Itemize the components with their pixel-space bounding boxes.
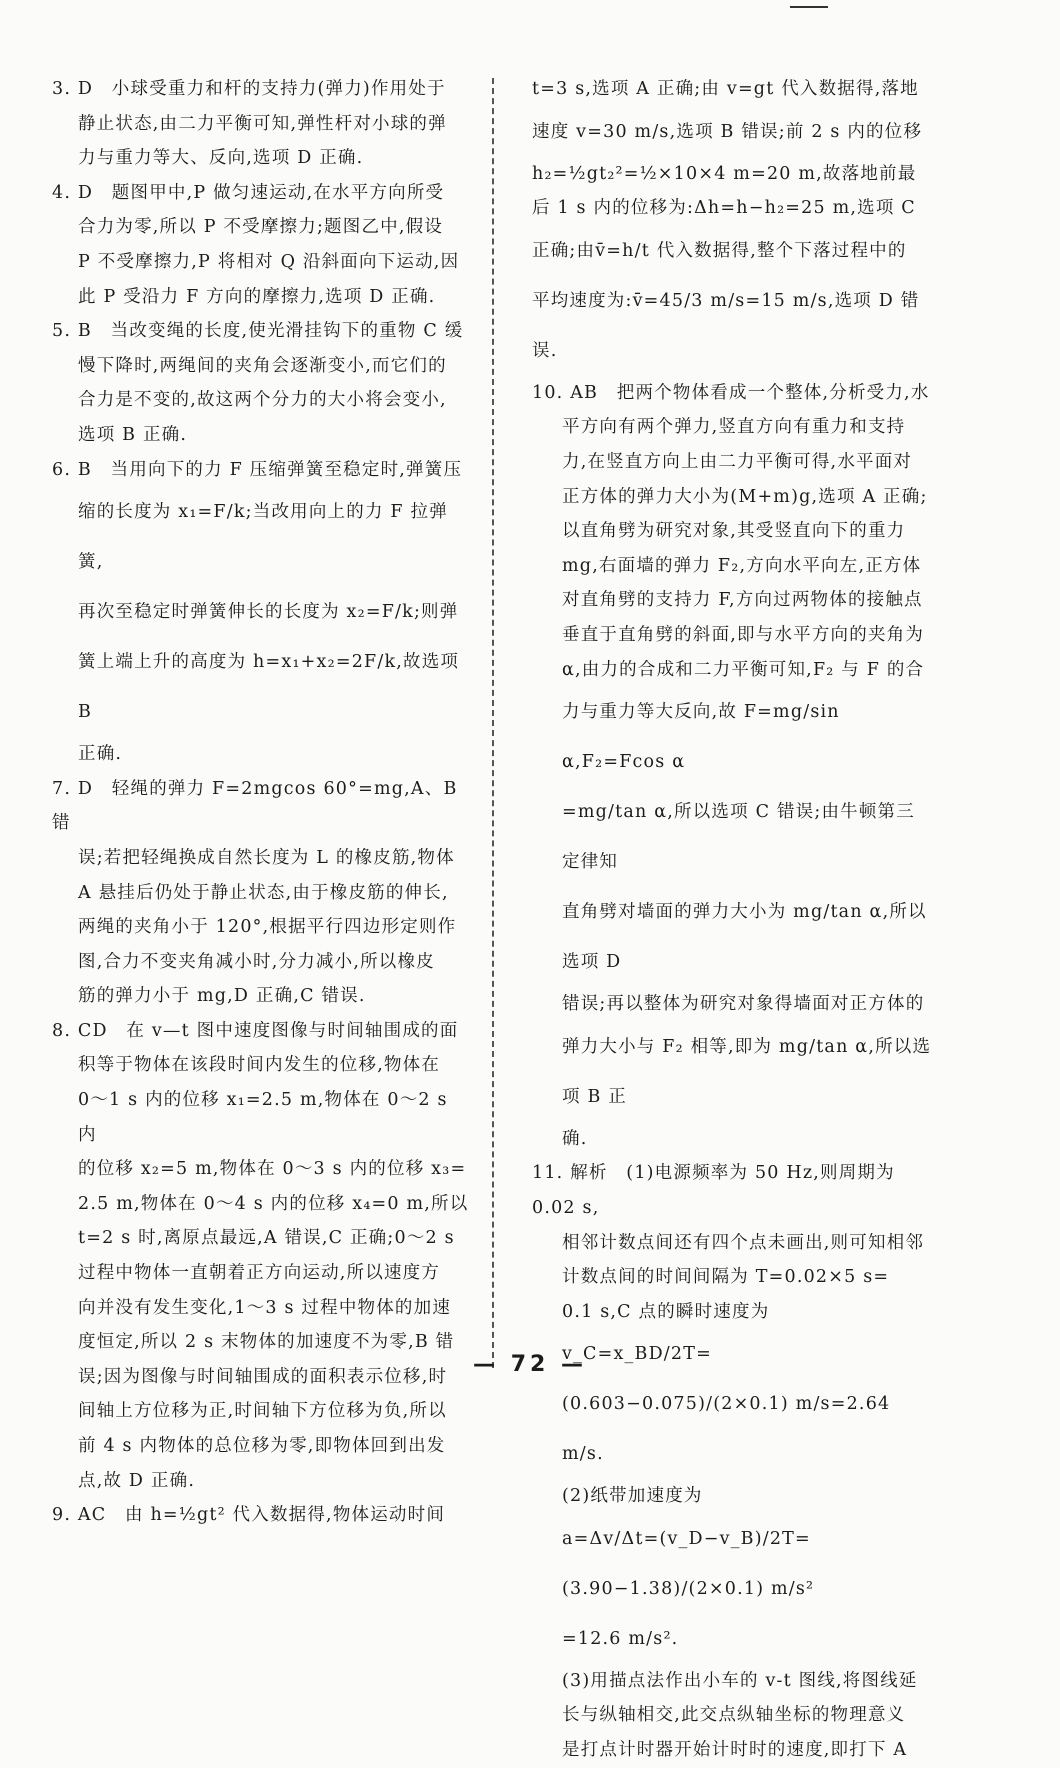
answer-line: =12.6 m/s². — [562, 1628, 679, 1649]
page-number: — 72 — — [473, 1352, 587, 1377]
answer-line: 度恒定,所以 2 s 末物体的加速度不为零,B 错 — [78, 1332, 455, 1353]
answer-q5 — [52, 314, 472, 452]
answer-line: 速度 v=30 m/s,选项 B 错误;前 2 s 内的位移 — [532, 121, 923, 142]
answer-line: A 悬挂后仍处于静止状态,由于橡皮筋的伸长, — [78, 882, 449, 903]
answer-line: 合力是不变的,故这两个分力的大小将会变小, — [78, 390, 447, 411]
answer-line: 对直角劈的支持力 F,方向过两物体的接触点 — [562, 590, 923, 611]
answer-line: 再次至稳定时弹簧伸长的长度为 x₂=F/k;则弹 — [78, 602, 459, 623]
answer-line: 确. — [562, 1128, 588, 1149]
answer-line: 过程中物体一直朝着正方向运动,所以速度方 — [78, 1263, 441, 1284]
answer-line: 垂直于直角劈的斜面,即与水平方向的夹角为 — [562, 624, 925, 645]
answer-line: 力与重力等大反向,故 F=mg/sin α,F₂=Fcos α — [562, 702, 840, 773]
answer-line: 的位移 x₂=5 m,物体在 0～3 s 内的位移 x₃= — [78, 1159, 467, 1180]
answer-q8 — [52, 1014, 472, 1498]
answer-line: 长与纵轴相交,此交点纵轴坐标的物理意义 — [562, 1705, 906, 1726]
answer-line: 正确;由v̄=h/t 代入数据得,整个下落过程中的 — [532, 240, 907, 261]
answer-line: 2.5 m,物体在 0～4 s 内的位移 x₄=0 m,所以 — [78, 1193, 469, 1214]
answer-q4 — [52, 176, 472, 314]
answer-line: 9. AC 由 h=½gt² 代入数据得,物体运动时间 — [52, 1505, 446, 1526]
answer-line: 8. CD 在 v—t 图中速度图像与时间轴围成的面 — [52, 1020, 459, 1041]
answer-line: h₂=½gt₂²=½×10×4 m=20 m,故落地前最 — [532, 163, 917, 184]
answer-q9b — [532, 72, 932, 376]
answer-line: 后 1 s 内的位移为:Δh=h−h₂=25 m,选项 C — [532, 198, 916, 219]
answer-line: 误;因为图像与时间轴围成的面积表示位移,时 — [78, 1366, 448, 1387]
answer-line: 静止状态,由二力平衡可知,弹性杆对小球的弹 — [78, 113, 447, 134]
answer-line: 0～1 s 内的位移 x₁=2.5 m,物体在 0～2 s 内 — [78, 1090, 448, 1145]
answer-line: 力与重力等大、反向,选项 D 正确. — [78, 148, 364, 169]
top-rule — [790, 6, 828, 8]
answer-line: v_C=x_BD/2T=(0.603−0.075)/(2×0.1) m/s=2.64 m/s. — [562, 1344, 891, 1465]
answer-line: 簧上端上升的高度为 h=x₁+x₂=2F/k,故选项 B — [78, 652, 460, 723]
answer-line: (3)用描点法作出小车的 v-t 图线,将图线延 — [562, 1670, 918, 1691]
answer-line: 筋的弹力小于 mg,D 正确,C 错误. — [78, 986, 366, 1007]
answer-line: 是打点计时器开始计时时的速度,即打下 A — [562, 1740, 908, 1761]
answer-line: 前 4 s 内物体的总位移为零,即物体回到出发 — [78, 1436, 446, 1456]
answer-line: t=2 s 时,离原点最远,A 错误,C 正确;0～2 s — [78, 1228, 455, 1249]
answer-line: 图,合力不变夹角减小时,分力减小,所以橡皮 — [78, 951, 435, 972]
answer-line: 此 P 受沿力 F 方向的摩擦力,选项 D 正确. — [78, 286, 436, 307]
answer-line: 6. B 当用向下的力 F 压缩弹簧至稳定时,弹簧压 — [52, 459, 463, 480]
answer-line: 错误;再以整体为研究对象得墙面对正方体的 — [562, 994, 925, 1015]
answer-line: 缩的长度为 x₁=F/k;当改用向上的力 F 拉弹簧, — [78, 502, 448, 573]
answer-line: 计数点间的时间间隔为 T=0.02×5 s= — [562, 1267, 890, 1288]
answer-line: 向并没有发生变化,1～3 s 过程中物体的加速 — [78, 1297, 452, 1318]
answer-line: 间轴上方位移为正,时间轴下方位移为负,所以 — [78, 1401, 447, 1422]
answer-line: 弹力大小与 F₂ 相等,即为 mg/tan α,所以选项 B 正 — [562, 1036, 932, 1107]
answer-line: 7. D 轻绳的弹力 F=2mgcos 60°=mg,A、B 错 — [52, 778, 458, 834]
answer-line: 11. 解析 (1)电源频率为 50 Hz,则周期为 0.02 s, — [532, 1163, 895, 1218]
answer-line: 两绳的夹角小于 120°,根据平行四边形定则作 — [78, 917, 457, 938]
answer-line: 力,在竖直方向上由二力平衡可得,水平面对 — [562, 451, 913, 472]
answer-line: 误;若把轻绳换成自然长度为 L 的橡皮筋,物体 — [78, 847, 455, 868]
answer-line: P 不受摩擦力,P 将相对 Q 沿斜面向下运动,因 — [78, 251, 460, 272]
answer-line: 平方向有两个弹力,竖直方向有重力和支持 — [562, 417, 906, 438]
answer-line: α,由力的合成和二力平衡可知,F₂ 与 F 的合 — [562, 659, 925, 680]
column-divider — [492, 78, 494, 1368]
answer-q10 — [532, 376, 932, 1157]
answer-q7 — [52, 772, 472, 1014]
answer-line: 以直角劈为研究对象,其受竖直向下的重力 — [562, 521, 906, 542]
answer-line: mg,右面墙的弹力 F₂,方向水平向左,正方体 — [562, 555, 922, 576]
answer-line: 0.1 s,C 点的瞬时速度为 — [562, 1301, 770, 1322]
left-column — [52, 72, 472, 1533]
answer-line: 选项 B 正确. — [78, 424, 188, 445]
answer-line: 相邻计数点间还有四个点未画出,则可知相邻 — [562, 1232, 925, 1253]
answer-q6 — [52, 453, 472, 772]
answer-line: 正方体的弹力大小为(M+m)g,选项 A 正确; — [562, 486, 928, 507]
answer-line: a=Δv/Δt=(v_D−v_B)/2T=(3.90−1.38)/(2×0.1) m/s² — [562, 1528, 815, 1599]
answer-q3 — [52, 72, 472, 176]
right-column — [532, 72, 932, 1768]
answer-line: 点,故 D 正确. — [78, 1470, 196, 1491]
answer-line: 直角劈对墙面的弹力大小为 mg/tan α,所以选项 D — [562, 902, 927, 973]
answer-line: t=3 s,选项 A 正确;由 v=gt 代入数据得,落地 — [532, 79, 919, 99]
answer-line: 合力为零,所以 P 不受摩擦力;题图乙中,假设 — [78, 217, 444, 238]
answer-line: 平均速度为:v̄=45/3 m/s=15 m/s,选项 D 错误. — [532, 290, 920, 361]
answer-line: 慢下降时,两绳间的夹角会逐渐变小,而它们的 — [78, 355, 447, 376]
answer-line: 积等于物体在该段时间内发生的位移,物体在 — [78, 1055, 441, 1076]
answer-line: 正确. — [78, 744, 123, 765]
answer-q9 — [52, 1498, 472, 1533]
answer-line: (2)纸带加速度为 — [562, 1486, 703, 1507]
answer-line: 4. D 题图甲中,P 做匀速运动,在水平方向所受 — [52, 182, 445, 203]
answer-line: 3. D 小球受重力和杆的支持力(弹力)作用处于 — [52, 79, 446, 99]
answer-q11 — [532, 1156, 932, 1767]
answer-line: =mg/tan α,所以选项 C 错误;由牛顿第三定律知 — [562, 802, 915, 873]
answer-line: 5. B 当改变绳的长度,使光滑挂钩下的重物 C 缓 — [52, 321, 464, 342]
answer-line: 10. AB 把两个物体看成一个整体,分析受力,水 — [532, 382, 930, 403]
